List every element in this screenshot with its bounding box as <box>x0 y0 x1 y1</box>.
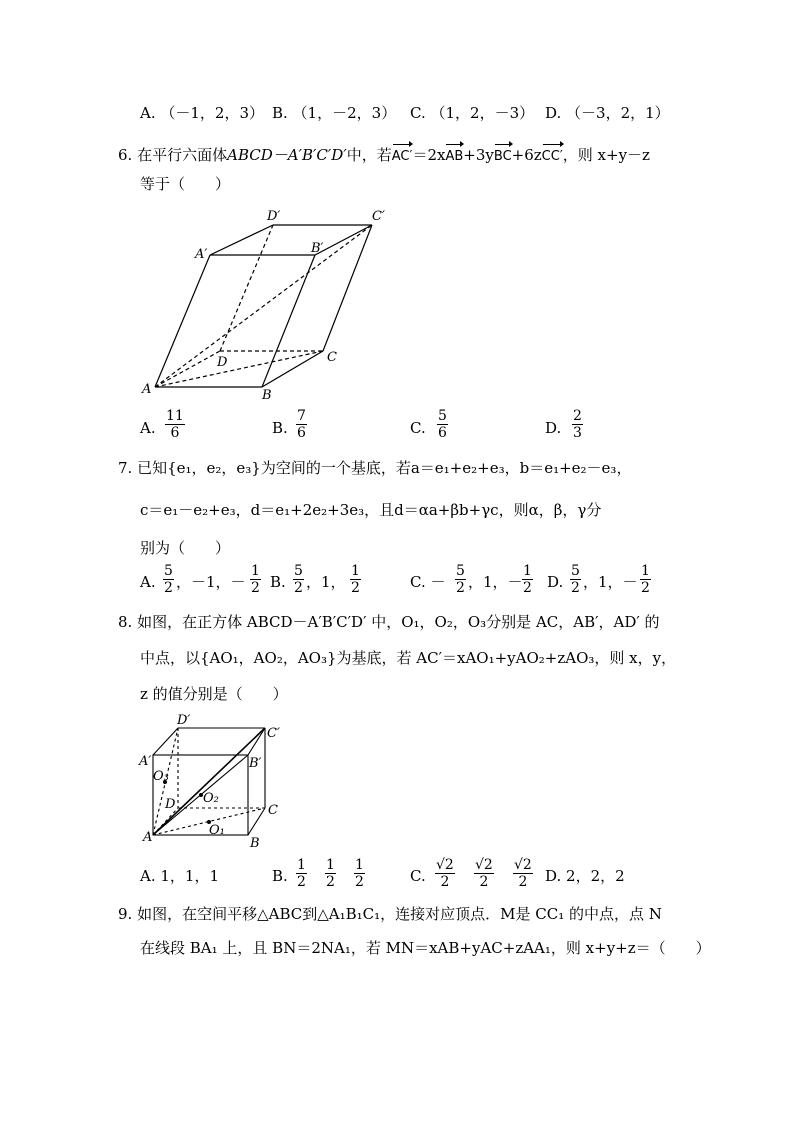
q6-option-b-fraction <box>296 408 307 441</box>
numerator: 5 <box>438 408 447 424</box>
denominator: 2 <box>164 580 173 596</box>
denominator: 2 <box>479 874 489 890</box>
numerator: 2 <box>573 408 582 424</box>
denominator: 2 <box>355 874 364 890</box>
denominator: 6 <box>438 425 447 441</box>
q6-label-d: D <box>217 355 228 370</box>
denominator: 2 <box>351 580 360 596</box>
q6-option-c-fraction <box>437 408 448 441</box>
denominator: 2 <box>518 874 528 890</box>
q6-label-c1: C′ <box>372 209 385 224</box>
q8-option-b-frac3 <box>354 857 365 890</box>
q7-option-d-rest: ，1，－ <box>583 573 638 591</box>
q6-coef-3: +6z <box>511 146 542 164</box>
q6-option-a-fraction <box>165 408 185 441</box>
q6-label-a: A <box>142 382 152 397</box>
q8-option-b-frac2 <box>325 857 336 890</box>
denominator: 2 <box>571 580 580 596</box>
q8-text-1: 如图，在正方体 ABCD－A′B′C′D′ 中，O₁，O₂，O₃分别是 AC，AB′，AD′ 的 <box>137 613 660 631</box>
q8-label-c: C <box>268 803 278 818</box>
denominator: 2 <box>297 874 306 890</box>
q8-label-o1: O₁ <box>209 823 225 838</box>
q8-option-a: A. 1，1，1 <box>140 867 219 885</box>
q6-text: 在平行六面体 <box>137 146 228 164</box>
q9-stem-line2: 在线段 BA₁ 上，且 BN＝2NA₁，若 MN＝xAB+yAC+zAA₁，则 x+y+z＝（ ） <box>140 939 711 957</box>
q6-option-b-label: B. <box>272 419 288 437</box>
q5-option-b: B. （1，－2，3） <box>272 104 397 122</box>
q8-option-c-frac2 <box>474 857 494 890</box>
q7-option-c-label: C. － <box>410 573 446 591</box>
numerator: 5 <box>294 563 303 579</box>
q6-option-d-fraction <box>572 408 583 441</box>
vector-ac1: AC′ <box>392 142 413 167</box>
q7-option-a-label: A. <box>140 573 156 591</box>
denominator: 2 <box>294 580 303 596</box>
q8-label-d1: D′ <box>177 713 191 728</box>
q6-option-c-label: C. <box>410 419 426 437</box>
numerator: 1 <box>523 563 532 579</box>
q6-coef-2: +3y <box>463 146 494 164</box>
denominator: 6 <box>170 425 180 441</box>
q7-number: 7. <box>118 459 133 477</box>
q7-option-a-frac2 <box>250 563 261 596</box>
q8-option-c-label: C. <box>410 867 426 885</box>
q5-option-d: D. （－3，2，1） <box>545 104 670 122</box>
denominator: 2 <box>251 580 260 596</box>
denominator: 2 <box>523 580 532 596</box>
numerator: 5 <box>456 563 465 579</box>
numerator: 5 <box>164 563 173 579</box>
q6-coef-1: ＝2x <box>412 146 446 164</box>
q7-option-d-frac2 <box>640 563 651 596</box>
q8-label-d: D <box>165 797 176 812</box>
q7-option-c-frac2 <box>522 563 533 596</box>
q6-label-a1: A′ <box>195 247 208 262</box>
q8-option-b-frac1 <box>296 857 307 890</box>
q8-stem-line1 <box>118 612 660 632</box>
q6-solid: ABCD－A′B′C′D′ <box>227 146 347 164</box>
q7-option-b-label: B. <box>270 573 286 591</box>
q7-option-b-rest: ，1， <box>306 573 346 591</box>
q8-option-c-frac3 <box>513 857 533 890</box>
q6-option-d-label: D. <box>545 419 562 437</box>
numerator: √2 <box>436 857 454 873</box>
denominator: 2 <box>456 580 465 596</box>
numerator: √2 <box>475 857 493 873</box>
q8-label-a: A <box>143 830 153 845</box>
q6-number: 6. <box>118 146 133 164</box>
denominator: 3 <box>573 425 582 441</box>
q8-label-b1: B′ <box>249 756 262 771</box>
q6-label-b1: B′ <box>311 241 324 256</box>
q8-stem-line3: z 的值分别是（ ） <box>140 685 288 703</box>
q8-label-a1: A′ <box>139 754 152 769</box>
q6-label-d1: D′ <box>267 209 281 224</box>
numerator: 11 <box>166 408 184 424</box>
q8-option-d: D. 2，2，2 <box>545 867 625 885</box>
vector-bc: BC <box>494 142 512 167</box>
q7-option-c-rest: ，1，－ <box>468 573 523 591</box>
q6-parallelepiped-figure <box>135 203 395 403</box>
q8-stem-line2: 中点，以{AO₁，AO₂，AO₃}为基底，若 AC′＝xAO₁+yAO₂+zAO₃，则 x，y， <box>140 649 677 667</box>
q6-option-a-label: A. <box>140 419 156 437</box>
vector-ab: AB <box>445 142 463 167</box>
numerator: 1 <box>355 857 364 873</box>
q5-option-c: C. （1，2，－3） <box>410 104 535 122</box>
numerator: 5 <box>571 563 580 579</box>
q7-stem-line3: 别为（ ） <box>140 539 231 557</box>
q6-label-b: B <box>262 388 272 403</box>
q8-label-o3: O₃ <box>153 769 169 784</box>
q7-option-d-frac1 <box>570 563 581 596</box>
q6-stem-line2: 等于（ ） <box>140 175 231 193</box>
numerator: 7 <box>297 408 306 424</box>
q6-label-c: C <box>327 350 337 365</box>
q9-number: 9. <box>118 905 133 923</box>
numerator: 1 <box>641 563 650 579</box>
q7-text-1: 已知{e₁，e₂，e₃}为空间的一个基底，若a＝e₁+e₂+e₃，b＝e₁+e₂－e₃， <box>137 459 632 477</box>
q8-number: 8. <box>118 613 133 631</box>
numerator: 1 <box>297 857 306 873</box>
q7-option-d-label: D. <box>547 573 564 591</box>
denominator: 6 <box>297 425 306 441</box>
numerator: 1 <box>326 857 335 873</box>
q7-option-c-frac1 <box>455 563 466 596</box>
denominator: 2 <box>440 874 450 890</box>
numerator: 1 <box>351 563 360 579</box>
q6-text-mid: 中，若 <box>346 146 392 164</box>
q8-option-c-frac1 <box>435 857 455 890</box>
q8-option-b-label: B. <box>272 867 288 885</box>
numerator: 1 <box>251 563 260 579</box>
q7-option-b-frac1 <box>293 563 304 596</box>
q7-stem-line2: c＝e₁－e₂+e₃，d＝e₁+2e₂+3e₃，且d＝αa+βb+γc，则α，β，γ分 <box>140 501 602 519</box>
q9-stem-line1 <box>118 904 662 924</box>
q8-cube-figure <box>135 710 295 850</box>
q6-stem-line1 <box>118 142 650 167</box>
q8-label-b: B <box>250 836 260 850</box>
denominator: 2 <box>326 874 335 890</box>
denominator: 2 <box>641 580 650 596</box>
q7-option-a-frac1 <box>163 563 174 596</box>
q8-label-o2: O₂ <box>203 791 219 806</box>
q7-option-b-frac2 <box>350 563 361 596</box>
q9-text-1: 如图，在空间平移△ABC到△A₁B₁C₁，连接对应顶点．M是 CC₁ 的中点，点 N <box>137 905 662 923</box>
vector-cc1: CC′ <box>542 142 563 167</box>
q7-option-a-rest: ，－1，－ <box>176 573 246 591</box>
q8-label-c1: C′ <box>267 726 280 741</box>
q5-option-a: A. （－1，2，3） <box>140 104 264 122</box>
numerator: √2 <box>514 857 532 873</box>
q6-text-after: ，则 x+y－z <box>562 146 650 164</box>
q7-stem-line1 <box>118 458 631 478</box>
